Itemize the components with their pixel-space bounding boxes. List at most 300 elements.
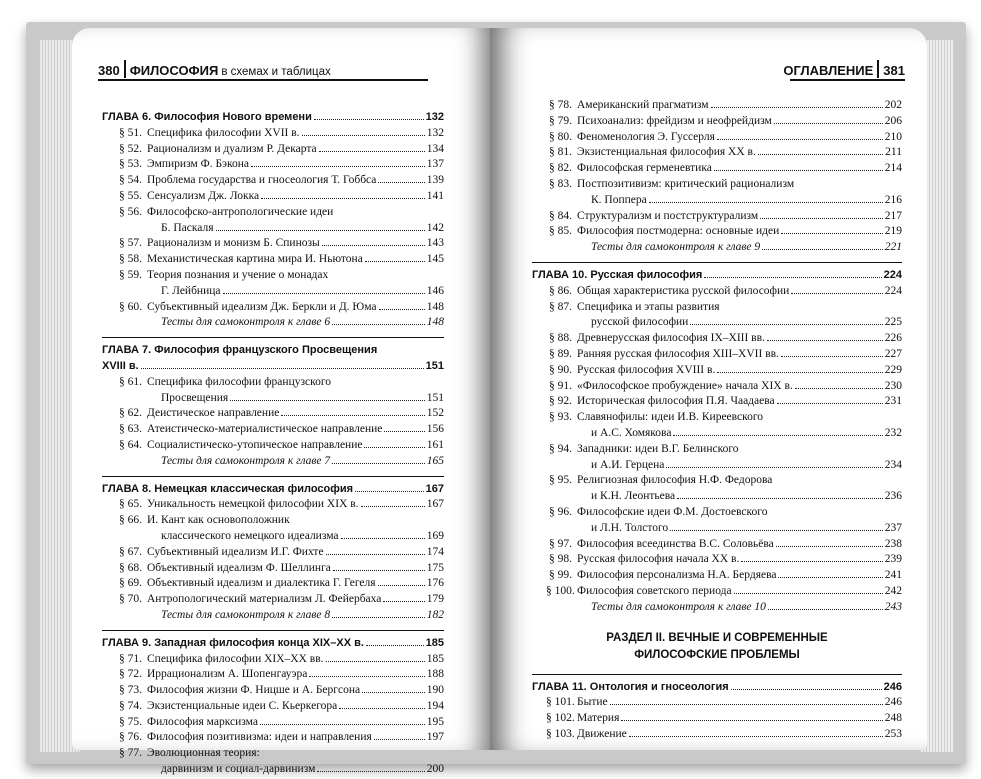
toc-entry bbox=[532, 347, 902, 363]
toc-chapter-entry bbox=[102, 636, 444, 652]
entry-page: 169 bbox=[426, 529, 444, 542]
dot-leader bbox=[768, 609, 883, 610]
toc-tests-entry bbox=[532, 240, 902, 256]
section-number: § 57. bbox=[119, 237, 142, 250]
entry-title: русской философии bbox=[591, 316, 689, 329]
entry-title: Субъективный идеализм И.Г. Фихте bbox=[147, 545, 324, 558]
entry-page: 182 bbox=[426, 608, 444, 621]
section-number: § 77. bbox=[119, 747, 142, 760]
entry-page: 176 bbox=[426, 577, 444, 590]
entry-title: Американский прагматизм bbox=[577, 99, 709, 111]
entry-title: Экзистенциальная философия XX в. bbox=[577, 146, 756, 159]
entry-page: 248 bbox=[884, 712, 902, 725]
section-number: § 86. bbox=[549, 284, 572, 297]
section-number: § 96. bbox=[549, 505, 572, 518]
dot-leader bbox=[666, 467, 882, 468]
dot-leader bbox=[364, 447, 424, 448]
toc-entry bbox=[532, 458, 902, 474]
dot-leader bbox=[379, 309, 425, 310]
entry-page: 174 bbox=[426, 545, 444, 558]
toc-entry bbox=[102, 513, 444, 529]
dot-leader bbox=[760, 218, 883, 219]
toc-entry bbox=[102, 406, 444, 422]
dot-leader bbox=[673, 435, 882, 436]
section-number: § 56. bbox=[119, 205, 142, 218]
dot-leader bbox=[332, 463, 425, 464]
toc-chapter-entry bbox=[102, 482, 444, 498]
chapter-divider bbox=[102, 476, 444, 477]
entry-page: 227 bbox=[884, 347, 902, 360]
toc-entry bbox=[102, 576, 444, 592]
dot-leader bbox=[777, 403, 883, 404]
section-number: § 65. bbox=[119, 498, 142, 511]
toc-entry bbox=[102, 592, 444, 608]
entry-title: Ранняя русская философия XIII–XVII вв. bbox=[577, 347, 779, 360]
entry-title: Специфика философии французского bbox=[147, 375, 332, 388]
entry-title: Структурализм и постструктурализм bbox=[577, 209, 759, 222]
section-number: § 97. bbox=[549, 537, 572, 550]
entry-page: 226 bbox=[884, 332, 902, 345]
entry-title: Материя bbox=[577, 712, 620, 725]
dot-leader bbox=[319, 151, 425, 152]
dot-leader bbox=[230, 400, 425, 401]
dot-leader bbox=[781, 233, 882, 234]
section-number: § 100. bbox=[546, 584, 575, 597]
section-number: § 75. bbox=[119, 715, 142, 728]
entry-title: Философия постмодерна: основные идеи bbox=[577, 225, 780, 238]
entry-page: 234 bbox=[884, 458, 902, 471]
entry-title: Специфика философии XIX–XX вв. bbox=[147, 652, 324, 665]
entry-title: Эмпиризм Ф. Бэкона bbox=[147, 158, 250, 171]
toc-entry bbox=[532, 130, 902, 146]
toc-entry bbox=[102, 545, 444, 561]
entry-page: 232 bbox=[884, 426, 902, 439]
head-separator bbox=[877, 60, 879, 78]
dot-leader bbox=[670, 530, 883, 531]
dot-leader bbox=[795, 388, 883, 389]
toc-entry bbox=[102, 715, 444, 731]
toc-entry bbox=[102, 359, 444, 375]
entry-title: Постпозитивизм: критический рационализм bbox=[577, 177, 795, 190]
entry-page: 137 bbox=[426, 158, 444, 171]
dot-leader bbox=[711, 107, 883, 108]
dot-leader bbox=[223, 293, 425, 294]
chapter-divider bbox=[102, 337, 444, 338]
dot-leader bbox=[141, 368, 424, 369]
toc-entry bbox=[532, 505, 902, 521]
toc-entry bbox=[102, 300, 444, 316]
dot-leader bbox=[621, 720, 882, 721]
left-page-number: 380 bbox=[98, 63, 120, 78]
section-number: § 80. bbox=[549, 130, 572, 143]
entry-page: 156 bbox=[426, 423, 444, 436]
dot-leader bbox=[261, 198, 425, 199]
book-subtitle: в схемах и таблицах bbox=[221, 66, 331, 78]
entry-title: Философия жизни Ф. Ницше и А. Бергсона bbox=[147, 684, 361, 697]
dot-leader bbox=[281, 415, 424, 416]
section-number: § 91. bbox=[549, 379, 572, 392]
toc-entry bbox=[102, 762, 444, 778]
entry-title: Объективный идеализм Ф. Шеллинга bbox=[147, 561, 331, 574]
dot-leader bbox=[767, 340, 883, 341]
entry-title: Историческая философия П.Я. Чаадаева bbox=[577, 395, 775, 408]
entry-page: 202 bbox=[884, 99, 902, 111]
dot-leader bbox=[260, 724, 425, 725]
entry-title: Философия марксизма bbox=[147, 715, 258, 728]
entry-title: ГЛАВА 9. Западная философия конца XIX–XX в. bbox=[102, 636, 364, 649]
entry-title: Иррационализм А. Шопенгауэра bbox=[147, 668, 308, 681]
entry-page: 194 bbox=[426, 699, 444, 712]
left-toc bbox=[102, 110, 444, 778]
toc-entry bbox=[102, 375, 444, 391]
entry-title: и Л.Н. Толстого bbox=[591, 521, 669, 534]
right-running-head bbox=[783, 60, 905, 78]
toc-entry bbox=[102, 252, 444, 268]
section-number: § 55. bbox=[119, 189, 142, 202]
toc-entry bbox=[532, 284, 902, 300]
toc-entry bbox=[532, 521, 902, 537]
dot-leader bbox=[339, 708, 425, 709]
entry-page: 241 bbox=[884, 569, 902, 582]
section-number: § 92. bbox=[549, 395, 572, 408]
toc-entry bbox=[102, 497, 444, 513]
section-number: § 62. bbox=[119, 407, 142, 420]
entry-page: 145 bbox=[426, 253, 444, 266]
section-number: § 93. bbox=[549, 411, 572, 424]
entry-title: Деистическое направление bbox=[147, 407, 280, 420]
entry-page: 139 bbox=[426, 174, 444, 187]
entry-page: 167 bbox=[426, 498, 444, 511]
entry-page: 148 bbox=[426, 300, 444, 313]
entry-page: 229 bbox=[884, 363, 902, 376]
entry-page: 132 bbox=[425, 111, 444, 123]
section-number: § 79. bbox=[549, 114, 572, 127]
dot-leader bbox=[365, 261, 425, 262]
toc-entry bbox=[532, 98, 902, 114]
entry-title: Экзистенциальные идеи С. Кьеркегора bbox=[147, 699, 338, 712]
section-number: § 95. bbox=[549, 474, 572, 487]
toc-entry bbox=[102, 422, 444, 438]
toc-entry bbox=[102, 142, 444, 158]
entry-page: 246 bbox=[883, 680, 902, 693]
entry-page: 134 bbox=[426, 142, 444, 155]
toc-tests-entry bbox=[102, 454, 444, 470]
toc-entry bbox=[532, 161, 902, 177]
toc-entry bbox=[102, 126, 444, 142]
dot-leader bbox=[309, 676, 424, 677]
toc-entry bbox=[532, 552, 902, 568]
toc-entry bbox=[532, 711, 902, 727]
entry-title: ГЛАВА 8. Немецкая классическая философия bbox=[102, 482, 354, 495]
entry-title: Проблема государства и гносеология Т. Гоббса bbox=[147, 174, 377, 187]
part-heading-line: РАЗДЕЛ II. ВЕЧНЫЕ И СОВРЕМЕННЫЕ bbox=[606, 631, 828, 644]
entry-title: И. Кант как основоположник bbox=[147, 514, 290, 527]
toc-entry bbox=[532, 300, 902, 316]
entry-title: Тесты для самоконтроля к главе 10 bbox=[591, 600, 766, 613]
entry-page: 185 bbox=[426, 652, 444, 665]
entry-page: 132 bbox=[426, 126, 444, 139]
head-separator bbox=[124, 60, 126, 78]
toc-entry bbox=[532, 224, 902, 240]
entry-title: Тесты для самоконтроля к главе 9 bbox=[591, 241, 761, 254]
dot-leader bbox=[791, 293, 882, 294]
dot-leader bbox=[677, 498, 883, 499]
entry-title: «Философское пробуждение» начала XIX в. bbox=[577, 379, 793, 392]
dot-leader bbox=[378, 585, 425, 586]
section-number: § 87. bbox=[549, 300, 572, 313]
dot-leader bbox=[216, 230, 425, 231]
section-number: § 90. bbox=[549, 363, 572, 376]
section-number: § 63. bbox=[119, 423, 142, 436]
section-number: § 102. bbox=[546, 712, 575, 725]
entry-title: Механистическая картина мира И. Ньютона bbox=[147, 253, 363, 266]
entry-page: 142 bbox=[426, 221, 444, 234]
dot-leader bbox=[774, 123, 883, 124]
entry-title: Просвещения bbox=[161, 391, 229, 404]
entry-page: 236 bbox=[884, 490, 902, 503]
entry-page: 224 bbox=[883, 268, 902, 281]
left-page bbox=[72, 28, 490, 776]
dot-leader bbox=[374, 739, 425, 740]
entry-page: 246 bbox=[884, 696, 902, 709]
toc-entry bbox=[532, 584, 902, 600]
entry-page: 141 bbox=[426, 189, 444, 202]
dot-leader bbox=[378, 182, 424, 183]
entry-title: Философия всеединства В.С. Соловьёва bbox=[577, 537, 774, 550]
part-heading-line: ФИЛОСОФСКИЕ ПРОБЛЕМЫ bbox=[634, 648, 800, 661]
dot-leader bbox=[741, 561, 882, 562]
toc-entry bbox=[532, 177, 902, 193]
section-part-heading bbox=[532, 630, 902, 664]
entry-page: 161 bbox=[426, 438, 444, 451]
section-number: § 58. bbox=[119, 253, 142, 266]
section-number: § 51. bbox=[119, 126, 142, 139]
toc-entry bbox=[532, 114, 902, 130]
section-number: § 84. bbox=[549, 209, 572, 222]
entry-title: ГЛАВА 6. Философия Нового времени bbox=[102, 111, 312, 123]
toc-entry bbox=[102, 683, 444, 699]
toc-entry bbox=[102, 699, 444, 715]
entry-page: 185 bbox=[425, 636, 444, 649]
entry-title: Сенсуализм Дж. Локка bbox=[147, 189, 260, 202]
entry-title: Б. Паскаля bbox=[161, 221, 214, 234]
entry-title: Философия советского периода bbox=[577, 584, 732, 597]
entry-page: 242 bbox=[884, 584, 902, 597]
section-number: § 61. bbox=[119, 375, 142, 388]
entry-page: 225 bbox=[884, 316, 902, 329]
entry-title: ГЛАВА 7. Философия французского Просвещения bbox=[102, 344, 378, 357]
entry-title: и К.Н. Леонтьева bbox=[591, 490, 676, 503]
entry-page: 219 bbox=[884, 225, 902, 238]
toc-entry bbox=[532, 209, 902, 225]
dot-leader bbox=[332, 617, 425, 618]
section-number: § 82. bbox=[549, 162, 572, 175]
entry-title: Рационализм и дуализм Р. Декарта bbox=[147, 142, 317, 155]
toc-entry bbox=[532, 193, 902, 209]
dot-leader bbox=[714, 170, 883, 171]
entry-title: Психоанализ: фрейдизм и неофрейдизм bbox=[577, 114, 772, 127]
dot-leader bbox=[762, 249, 883, 250]
dot-leader bbox=[610, 704, 883, 705]
toc-entry bbox=[102, 529, 444, 545]
section-number: § 99. bbox=[549, 569, 572, 582]
toc-tests-entry bbox=[102, 608, 444, 624]
entry-page: 206 bbox=[884, 114, 902, 127]
entry-page: 190 bbox=[426, 684, 444, 697]
dot-leader bbox=[355, 491, 424, 492]
toc-entry bbox=[102, 268, 444, 284]
dot-leader bbox=[690, 324, 882, 325]
entry-page: 243 bbox=[884, 600, 902, 613]
toc-entry bbox=[102, 221, 444, 237]
toc-entry bbox=[532, 537, 902, 553]
section-number: § 60. bbox=[119, 300, 142, 313]
toc-entry bbox=[102, 236, 444, 252]
section-number: § 89. bbox=[549, 347, 572, 360]
toc-chapter-entry bbox=[532, 680, 902, 696]
entry-title: Уникальность немецкой философии XIX в. bbox=[147, 498, 359, 511]
dot-leader bbox=[383, 601, 424, 602]
section-number: § 88. bbox=[549, 332, 572, 345]
toc-entry bbox=[102, 205, 444, 221]
dot-leader bbox=[629, 736, 883, 737]
toc-entry bbox=[532, 394, 902, 410]
entry-title: Западники: идеи В.Г. Белинского bbox=[577, 442, 739, 455]
section-number: § 67. bbox=[119, 545, 142, 558]
entry-page: 211 bbox=[885, 146, 902, 159]
right-page-number: 381 bbox=[883, 63, 905, 78]
entry-title: Эволюционная теория: bbox=[147, 747, 260, 760]
dot-leader bbox=[361, 506, 425, 507]
entry-title: Теория познания и учение о монадах bbox=[147, 268, 329, 281]
dot-leader bbox=[717, 139, 883, 140]
right-page bbox=[490, 28, 927, 750]
chapter-divider bbox=[532, 262, 902, 263]
section-number: § 81. bbox=[549, 146, 572, 159]
entry-title: Философия позитивизма: идеи и направления bbox=[147, 731, 372, 744]
entry-page: 237 bbox=[884, 521, 902, 534]
entry-page: 148 bbox=[426, 316, 444, 329]
toc-entry bbox=[102, 173, 444, 189]
toc-entry bbox=[532, 363, 902, 379]
entry-title: Древнерусская философия IX–XIII вв. bbox=[577, 332, 765, 345]
toc-entry bbox=[532, 410, 902, 426]
entry-page: 221 bbox=[884, 241, 902, 254]
entry-page: 238 bbox=[884, 537, 902, 550]
section-number: § 73. bbox=[119, 684, 142, 697]
toc-entry bbox=[102, 189, 444, 205]
section-number: § 64. bbox=[119, 438, 142, 451]
toc-entry bbox=[102, 391, 444, 407]
toc-entry bbox=[532, 442, 902, 458]
section-number: § 53. bbox=[119, 158, 142, 171]
entry-page: 188 bbox=[426, 668, 444, 681]
entry-page: 165 bbox=[426, 454, 444, 467]
section-number: § 78. bbox=[549, 99, 572, 111]
toc-entry bbox=[102, 561, 444, 577]
section-number: § 103. bbox=[546, 727, 575, 740]
entry-page: 239 bbox=[884, 553, 902, 566]
dot-leader bbox=[731, 689, 882, 690]
toc-entry bbox=[102, 438, 444, 454]
section-number: § 76. bbox=[119, 731, 142, 744]
entry-title: Философская герменевтика bbox=[577, 162, 712, 175]
left-head-rule bbox=[98, 79, 428, 81]
entry-title: и А.С. Хомякова bbox=[591, 426, 672, 439]
dot-leader bbox=[326, 554, 425, 555]
dot-leader bbox=[251, 166, 425, 167]
left-running-head bbox=[98, 60, 331, 78]
entry-title: и А.И. Герцена bbox=[591, 458, 665, 471]
toc-entry bbox=[102, 157, 444, 173]
entry-page: 253 bbox=[884, 727, 902, 740]
dot-leader bbox=[326, 661, 425, 662]
entry-page: 214 bbox=[884, 162, 902, 175]
entry-title: Тесты для самоконтроля к главе 7 bbox=[161, 454, 331, 467]
entry-title: Русская философия начала XX в. bbox=[577, 553, 740, 566]
toc-entry bbox=[532, 145, 902, 161]
toc-entry bbox=[532, 695, 902, 711]
right-toc bbox=[532, 98, 902, 743]
section-number: § 69. bbox=[119, 577, 142, 590]
entry-title: XVIII в. bbox=[102, 359, 139, 372]
right-head-rule bbox=[790, 79, 905, 81]
dot-leader bbox=[776, 546, 883, 547]
section-number: § 71. bbox=[119, 652, 142, 665]
toc-entry bbox=[102, 284, 444, 300]
entry-title: Специфика философии XVII в. bbox=[147, 126, 300, 139]
dot-leader bbox=[302, 135, 425, 136]
dot-leader bbox=[314, 119, 424, 120]
toc-entry bbox=[102, 730, 444, 746]
entry-page: 151 bbox=[425, 359, 444, 372]
section-number: § 98. bbox=[549, 553, 572, 566]
toc-entry bbox=[532, 379, 902, 395]
dot-leader bbox=[333, 570, 425, 571]
toc-entry bbox=[532, 489, 902, 505]
entry-title: Славянофилы: идеи И.В. Киреевского bbox=[577, 411, 764, 424]
book-title: ФИЛОСОФИЯ bbox=[129, 63, 219, 78]
entry-title: Философия персонализма Н.А. Бердяева bbox=[577, 569, 777, 582]
entry-title: ГЛАВА 10. Русская философия bbox=[532, 268, 703, 281]
entry-title: Феноменология Э. Гуссерля bbox=[577, 130, 715, 143]
section-number: § 52. bbox=[119, 142, 142, 155]
toc-chapter-entry bbox=[532, 268, 902, 284]
entry-page: 175 bbox=[426, 561, 444, 574]
section-number: § 72. bbox=[119, 668, 142, 681]
entry-title: классического немецкого идеализма bbox=[161, 529, 339, 542]
section-number: § 101. bbox=[546, 696, 575, 709]
entry-title: Бытие bbox=[577, 696, 608, 709]
entry-title: ГЛАВА 11. Онтология и гносеология bbox=[532, 680, 729, 693]
dot-leader bbox=[362, 692, 425, 693]
entry-page: 217 bbox=[884, 209, 902, 222]
entry-title: дарвинизм и социал-дарвинизм bbox=[161, 763, 316, 776]
entry-page: 167 bbox=[425, 482, 444, 495]
entry-title: Социалистическо-утопическое направление bbox=[147, 438, 363, 451]
dot-leader bbox=[332, 324, 425, 325]
entry-title: Субъективный идеализм Дж. Беркли и Д. Юма bbox=[147, 300, 377, 313]
entry-title: Философско-антропологические идеи bbox=[147, 205, 334, 218]
dot-leader bbox=[317, 771, 424, 772]
entry-title: Русская философия XVIII в. bbox=[577, 363, 716, 376]
entry-page: 195 bbox=[426, 715, 444, 728]
running-title: ОГЛАВЛЕНИЕ bbox=[783, 63, 874, 78]
chapter-divider bbox=[102, 630, 444, 631]
toc-entry bbox=[102, 652, 444, 668]
section-number: § 59. bbox=[119, 268, 142, 281]
entry-title: Специфика и этапы развития bbox=[577, 300, 720, 313]
